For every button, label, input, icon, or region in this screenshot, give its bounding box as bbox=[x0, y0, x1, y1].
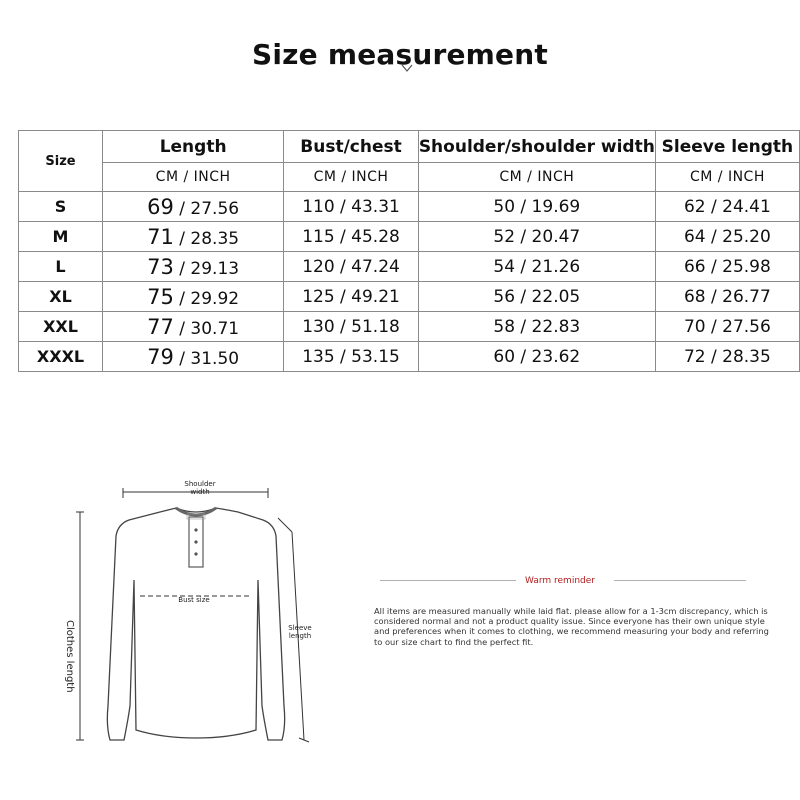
reminder-text: All items are measured manually while laid flat. please allow for a 1-3cm discrepancy, which is considered normal and not a product quality issue. Since everyone has their own unique style and preferences when it comes to clothing, we recommend measuring your body and referring to our size chart to find the perfect fit. bbox=[374, 606, 769, 647]
size-cell: XXL bbox=[19, 312, 103, 342]
length-cell bbox=[103, 252, 284, 282]
table-row bbox=[19, 312, 800, 342]
table-row bbox=[19, 282, 800, 312]
size-cell: XXXL bbox=[19, 342, 103, 372]
length-column-header: Length bbox=[103, 131, 284, 163]
length-inch-value: / 30.71 bbox=[179, 318, 240, 339]
length-cell bbox=[103, 222, 284, 252]
length-inch-value: / 31.50 bbox=[179, 348, 240, 369]
table-unit-row bbox=[19, 163, 800, 192]
length-cm-value: 73 bbox=[147, 254, 174, 279]
reminder-title: Warm reminder bbox=[525, 576, 595, 586]
sleeve-cell: 70 / 27.56 bbox=[655, 312, 799, 342]
divider bbox=[614, 580, 746, 581]
size-column-header: Size bbox=[19, 131, 103, 192]
bust-cell: 115 / 45.28 bbox=[284, 222, 419, 252]
chevron-down-icon bbox=[401, 62, 413, 74]
measurement-diagram bbox=[60, 470, 340, 760]
shoulder-label-line1: Shoulder bbox=[184, 480, 216, 488]
size-chart-table bbox=[18, 130, 800, 372]
long-sleeve-shirt-icon bbox=[60, 470, 340, 760]
shoulder-cell: 56 / 22.05 bbox=[418, 282, 655, 312]
shoulder-cell: 50 / 19.69 bbox=[418, 192, 655, 222]
size-cell: S bbox=[19, 192, 103, 222]
shoulder-width-label bbox=[172, 480, 228, 496]
length-cm-value: 71 bbox=[147, 224, 174, 249]
table-row bbox=[19, 192, 800, 222]
table-row bbox=[19, 342, 800, 372]
length-cm-value: 75 bbox=[147, 284, 174, 309]
sleeve-cell: 64 / 25.20 bbox=[655, 222, 799, 252]
shoulder-cell: 54 / 21.26 bbox=[418, 252, 655, 282]
sleeve-cell: 62 / 24.41 bbox=[655, 192, 799, 222]
length-inch-value: / 29.13 bbox=[179, 258, 240, 279]
size-cell: L bbox=[19, 252, 103, 282]
bust-cell: 135 / 53.15 bbox=[284, 342, 419, 372]
table-row bbox=[19, 252, 800, 282]
bust-column-header: Bust/chest bbox=[284, 131, 419, 163]
sleeve-label-line1: Sleeve bbox=[288, 624, 312, 632]
length-inch-value: / 27.56 bbox=[179, 198, 240, 219]
sleeve-label-line2: length bbox=[288, 632, 312, 640]
unit-label: CM / INCH bbox=[655, 163, 799, 192]
shoulder-cell: 60 / 23.62 bbox=[418, 342, 655, 372]
sleeve-column-header: Sleeve length bbox=[655, 131, 799, 163]
size-cell: M bbox=[19, 222, 103, 252]
unit-label: CM / INCH bbox=[284, 163, 419, 192]
table-header-row bbox=[19, 131, 800, 163]
sleeve-cell: 68 / 26.77 bbox=[655, 282, 799, 312]
sleeve-cell: 66 / 25.98 bbox=[655, 252, 799, 282]
shoulder-cell: 52 / 20.47 bbox=[418, 222, 655, 252]
page-title: Size measurement bbox=[252, 38, 548, 71]
shoulder-label-line2: width bbox=[190, 488, 210, 496]
size-cell: XL bbox=[19, 282, 103, 312]
length-cm-value: 79 bbox=[147, 344, 174, 369]
bust-size-label: Bust size bbox=[178, 596, 210, 604]
bust-cell: 130 / 51.18 bbox=[284, 312, 419, 342]
length-inch-value: / 29.92 bbox=[179, 288, 240, 309]
length-cell bbox=[103, 312, 284, 342]
length-inch-value: / 28.35 bbox=[179, 228, 240, 249]
unit-label: CM / INCH bbox=[418, 163, 655, 192]
length-cell bbox=[103, 192, 284, 222]
clothes-length-label: Clothes length bbox=[64, 620, 75, 693]
sleeve-length-label bbox=[282, 624, 318, 640]
bust-cell: 125 / 49.21 bbox=[284, 282, 419, 312]
unit-label: CM / INCH bbox=[103, 163, 284, 192]
length-cell bbox=[103, 282, 284, 312]
shoulder-cell: 58 / 22.83 bbox=[418, 312, 655, 342]
length-cell bbox=[103, 342, 284, 372]
shoulder-column-header: Shoulder/shoulder width bbox=[418, 131, 655, 163]
length-cm-value: 69 bbox=[147, 194, 174, 219]
sleeve-cell: 72 / 28.35 bbox=[655, 342, 799, 372]
table-row bbox=[19, 222, 800, 252]
length-cm-value: 77 bbox=[147, 314, 174, 339]
bust-cell: 110 / 43.31 bbox=[284, 192, 419, 222]
bust-cell: 120 / 47.24 bbox=[284, 252, 419, 282]
